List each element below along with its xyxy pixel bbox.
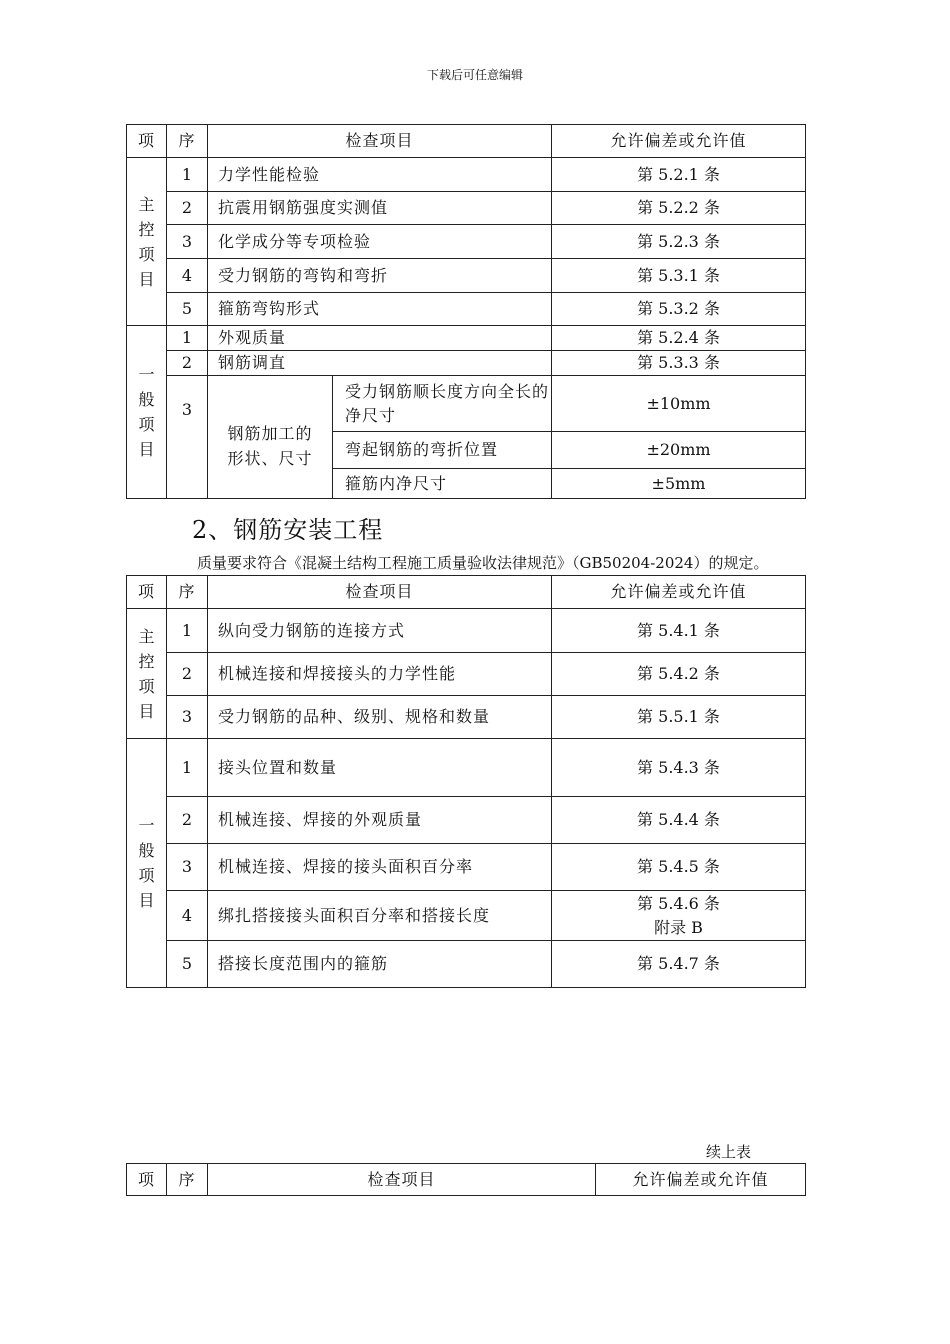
rebar-processing-table (126, 124, 806, 499)
row-tolerance: 第 5.2.1 条 (552, 158, 806, 192)
sub-item: 箍筋内净尺寸 (333, 469, 552, 499)
row-tolerance: 第 5.3.3 条 (552, 351, 806, 376)
sub-tolerance: ±10mm (552, 376, 806, 432)
row-number: 2 (167, 797, 208, 844)
row-tolerance: 第 5.4.2 条 (552, 653, 806, 696)
col-header-xu: 序 (167, 1164, 208, 1196)
row-tolerance: 第 5.2.3 条 (552, 225, 806, 259)
row-tolerance: 第 5.4.3 条 (552, 739, 806, 797)
table-header-row (127, 125, 806, 158)
row-number: 1 (167, 158, 208, 192)
row-number: 3 (167, 376, 208, 499)
table-row (127, 844, 806, 891)
continued-label: 续上表 (706, 1143, 752, 1161)
section-description: 质量要求符合《混凝土结构工程施工质量验收法律规范》（GB50204-2024）的规定。 (197, 554, 769, 572)
row-item: 力学性能检验 (208, 158, 552, 192)
col-header-tolerance: 允许偏差或允许值 (552, 125, 806, 158)
col-header-item: 检查项目 (208, 125, 552, 158)
continued-table-header (126, 1163, 806, 1196)
col-header-xiang: 项 (127, 576, 167, 609)
col-header-tolerance: 允许偏差或允许值 (596, 1164, 806, 1196)
sub-item: 受力钢筋顺长度方向全长的净尺寸 (333, 376, 552, 432)
col-header-xiang: 项 (127, 125, 167, 158)
table-row (127, 696, 806, 739)
col-header-item: 检查项目 (208, 1164, 596, 1196)
table-header-row (127, 576, 806, 609)
row-tolerance-appendix: 附录 B (654, 917, 703, 937)
row-number: 2 (167, 351, 208, 376)
col-header-item: 检查项目 (208, 576, 552, 609)
table-row (127, 293, 806, 326)
row-item: 受力钢筋的弯钩和弯折 (208, 259, 552, 293)
row-tolerance: 第 5.4.7 条 (552, 941, 806, 988)
row-item: 化学成分等专项检验 (208, 225, 552, 259)
row-number: 5 (167, 293, 208, 326)
row-number: 2 (167, 653, 208, 696)
row-tolerance: 第 5.2.2 条 (552, 192, 806, 225)
row-tolerance: 第 5.4.4 条 (552, 797, 806, 844)
table-row (127, 797, 806, 844)
row-item: 机械连接、焊接的外观质量 (208, 797, 552, 844)
row-tolerance: 第 5.4.1 条 (552, 609, 806, 653)
row-number: 3 (167, 225, 208, 259)
table-row (127, 376, 806, 432)
col-header-xu: 序 (167, 125, 208, 158)
row-tolerance-cell (552, 891, 806, 941)
row-number: 2 (167, 192, 208, 225)
row-tolerance: 第 5.4.6 条 (637, 893, 720, 913)
category-main-control: 主 控 项 目 (127, 158, 167, 326)
table-row (127, 891, 806, 941)
row-number: 1 (167, 739, 208, 797)
sub-item: 弯起钢筋的弯折位置 (333, 432, 552, 469)
table-row (127, 326, 806, 351)
row-number: 3 (167, 696, 208, 739)
row-tolerance: 第 5.4.5 条 (552, 844, 806, 891)
row-tolerance: 第 5.5.1 条 (552, 696, 806, 739)
row-item: 外观质量 (208, 326, 552, 351)
row-number: 4 (167, 259, 208, 293)
row-item: 搭接长度范围内的箍筋 (208, 941, 552, 988)
row-item: 机械连接、焊接的接头面积百分率 (208, 844, 552, 891)
category-general: 一 般 项 目 (127, 739, 167, 988)
row-number: 5 (167, 941, 208, 988)
category-general: 一 般 项 目 (127, 326, 167, 499)
row-item: 抗震用钢筋强度实测值 (208, 192, 552, 225)
row-number: 3 (167, 844, 208, 891)
row-number: 1 (167, 609, 208, 653)
row-item: 受力钢筋的品种、级别、规格和数量 (208, 696, 552, 739)
sub-tolerance: ±5mm (552, 469, 806, 499)
table-row (127, 653, 806, 696)
row-item: 钢筋调直 (208, 351, 552, 376)
rebar-installation-table (126, 575, 806, 988)
row-tolerance: 第 5.2.4 条 (552, 326, 806, 351)
row-item-group: 钢筋加工的形状、尺寸 (208, 376, 333, 499)
row-item: 箍筋弯钩形式 (208, 293, 552, 326)
table-row (127, 609, 806, 653)
table-row (127, 351, 806, 376)
row-item: 机械连接和焊接接头的力学性能 (208, 653, 552, 696)
table-header-row (127, 1164, 806, 1196)
table-row (127, 739, 806, 797)
row-number: 4 (167, 891, 208, 941)
table-row (127, 225, 806, 259)
row-item: 纵向受力钢筋的连接方式 (208, 609, 552, 653)
page-header-note: 下载后可任意编辑 (426, 68, 523, 82)
col-header-xu: 序 (167, 576, 208, 609)
table-row (127, 259, 806, 293)
section-title: 2、钢筋安装工程 (192, 516, 384, 544)
row-item: 绑扎搭接接头面积百分率和搭接长度 (208, 891, 552, 941)
row-tolerance: 第 5.3.2 条 (552, 293, 806, 326)
table-row (127, 941, 806, 988)
row-number: 1 (167, 326, 208, 351)
table-row (127, 192, 806, 225)
row-tolerance: 第 5.3.1 条 (552, 259, 806, 293)
table-row (127, 158, 806, 192)
col-header-xiang: 项 (127, 1164, 167, 1196)
sub-tolerance: ±20mm (552, 432, 806, 469)
col-header-tolerance: 允许偏差或允许值 (552, 576, 806, 609)
row-item: 接头位置和数量 (208, 739, 552, 797)
category-main-control: 主 控 项 目 (127, 609, 167, 739)
